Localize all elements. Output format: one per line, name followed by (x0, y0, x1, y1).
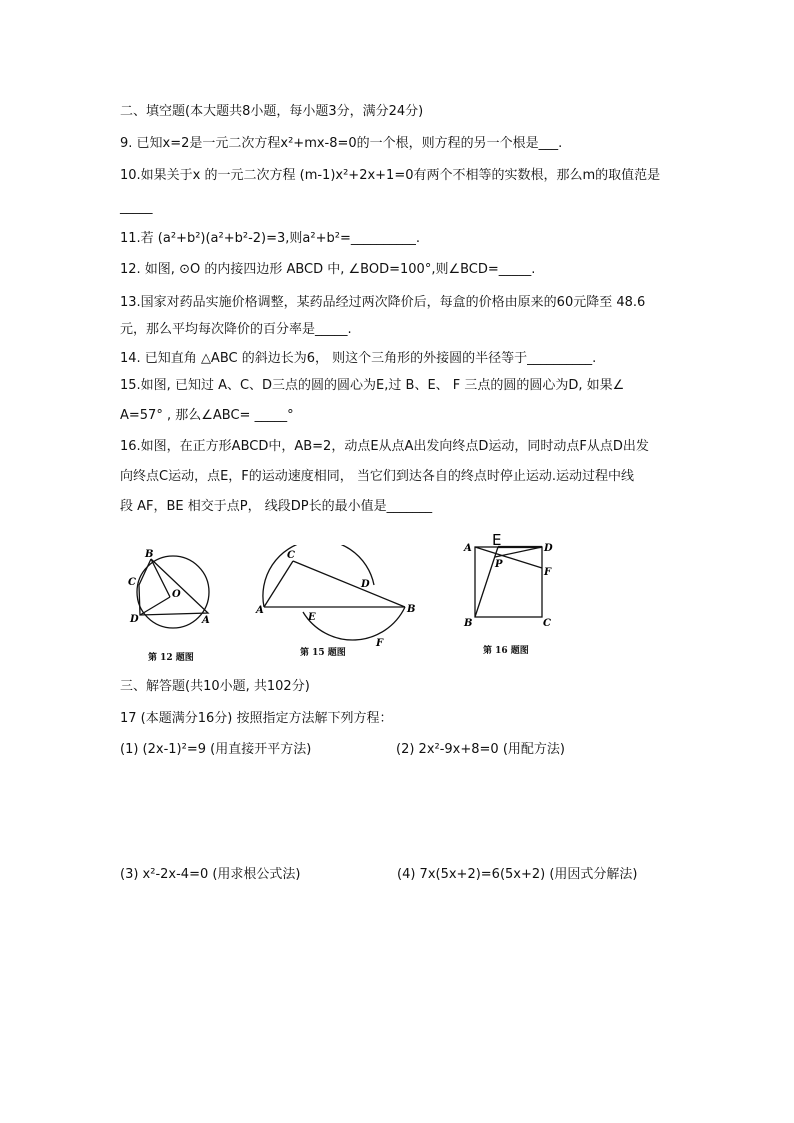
question-10-line1: 10.如果关于x 的一元二次方程 (m-1)x²+2x+1=0有两个不相等的实数根，那么m的取值范是 (120, 168, 661, 183)
fig15-ca (264, 561, 293, 607)
fig16-label-f: F (544, 567, 552, 578)
fig15-label-c: C (287, 550, 295, 561)
fig16-af (475, 547, 542, 568)
question-15-line2: A=57° , 那么∠ABC= _____° (120, 408, 294, 423)
question-17-part1: (1) (2x-1)²=9 (用直接开平方法) (120, 742, 312, 757)
fig15-label-f: F (376, 638, 384, 649)
fig16-label-c: C (543, 618, 551, 629)
fig12-ob (151, 559, 170, 597)
question-17-title: 17 (本题满分16分) 按照指定方法解下列方程： (120, 711, 393, 726)
figure-12-caption: 第 12 题图 (148, 653, 194, 663)
fig12-label-a: A (202, 615, 210, 626)
fig16-label-d: D (544, 543, 553, 554)
fig16-label-a: A (464, 543, 472, 554)
fig12-label-d: D (130, 614, 139, 625)
figure-16-diagram (455, 530, 560, 635)
figure-15-diagram (250, 545, 420, 650)
fig15-label-a: A (256, 605, 264, 616)
question-15-line1: 15.如图, 已知过 A、C、D三点的圆的圆心为E,过 B、E、 F 三点的圆的圆心为D, 如果∠ (120, 378, 625, 393)
fig16-dp (495, 547, 542, 557)
fig12-od (140, 597, 170, 615)
question-9: 9. 已知x=2是一元二次方程x²+mx-8=0的一个根，则方程的另一个根是___. (120, 136, 563, 151)
question-16-line2: 向终点C运动，点E，F的运动速度相同， 当它们到达各自的终点时停止运动.运动过程中线 (120, 469, 635, 484)
fig16-be (475, 547, 498, 617)
question-12: 12. 如图, ⊙O 的内接四边形 ABCD 中, ∠BOD=100°,则∠BCD=_____. (120, 262, 536, 277)
question-17-part2: (2) 2x²-9x+8=0 (用配方法) (396, 742, 565, 757)
section-3-title: 三、解答题(共10小题, 共102分) (120, 679, 310, 694)
question-10-line2: _____ (120, 200, 153, 215)
fig12-label-c: C (128, 577, 136, 588)
fig16-label-e: E (492, 531, 502, 549)
question-13-line1: 13.国家对药品实施价格调整，某药品经过两次降价后，每盒的价格由原来的60元降至 48.6 (120, 295, 646, 310)
section-2-title: 二、填空题(本大题共8小题，每小题3分，满分24分) (120, 104, 424, 119)
fig16-label-b: B (464, 618, 473, 629)
figure-16-caption: 第 16 题图 (483, 646, 529, 656)
figure-12-diagram (120, 545, 220, 630)
fig15-label-d: D (361, 579, 370, 590)
fig15-label-e: E (308, 612, 316, 623)
fig15-lower-arc (303, 607, 405, 640)
question-17-part3: (3) x²-2x-4=0 (用求根公式法) (120, 867, 301, 882)
figure-15-caption: 第 15 题图 (300, 648, 346, 658)
question-11: 11.若 (a²+b²)(a²+b²-2)=3,则a²+b²=__________. (120, 231, 420, 246)
question-13-line2: 元，那么平均每次降价的百分率是_____. (120, 322, 352, 337)
question-14: 14. 已知直角 △ABC 的斜边长为6， 则这个三角形的外接圆的半径等于__________. (120, 351, 597, 366)
fig12-label-o: O (172, 589, 181, 600)
question-16-line3: 段 AF，BE 相交于点P， 线段DP长的最小值是_______ (120, 499, 433, 514)
fig12-label-b: B (145, 549, 154, 560)
fig12-quadrilateral (139, 559, 208, 615)
fig15-label-b: B (407, 604, 416, 615)
fig15-cb (293, 561, 405, 607)
fig15-upper-arc (263, 545, 374, 607)
fig16-label-p: P (495, 559, 503, 570)
question-16-line1: 16.如图，在正方形ABCD中，AB=2，动点E从点A出发向终点D运动，同时动点F从点D出发 (120, 439, 649, 454)
question-17-part4: (4) 7x(5x+2)=6(5x+2) (用因式分解法) (397, 867, 638, 882)
